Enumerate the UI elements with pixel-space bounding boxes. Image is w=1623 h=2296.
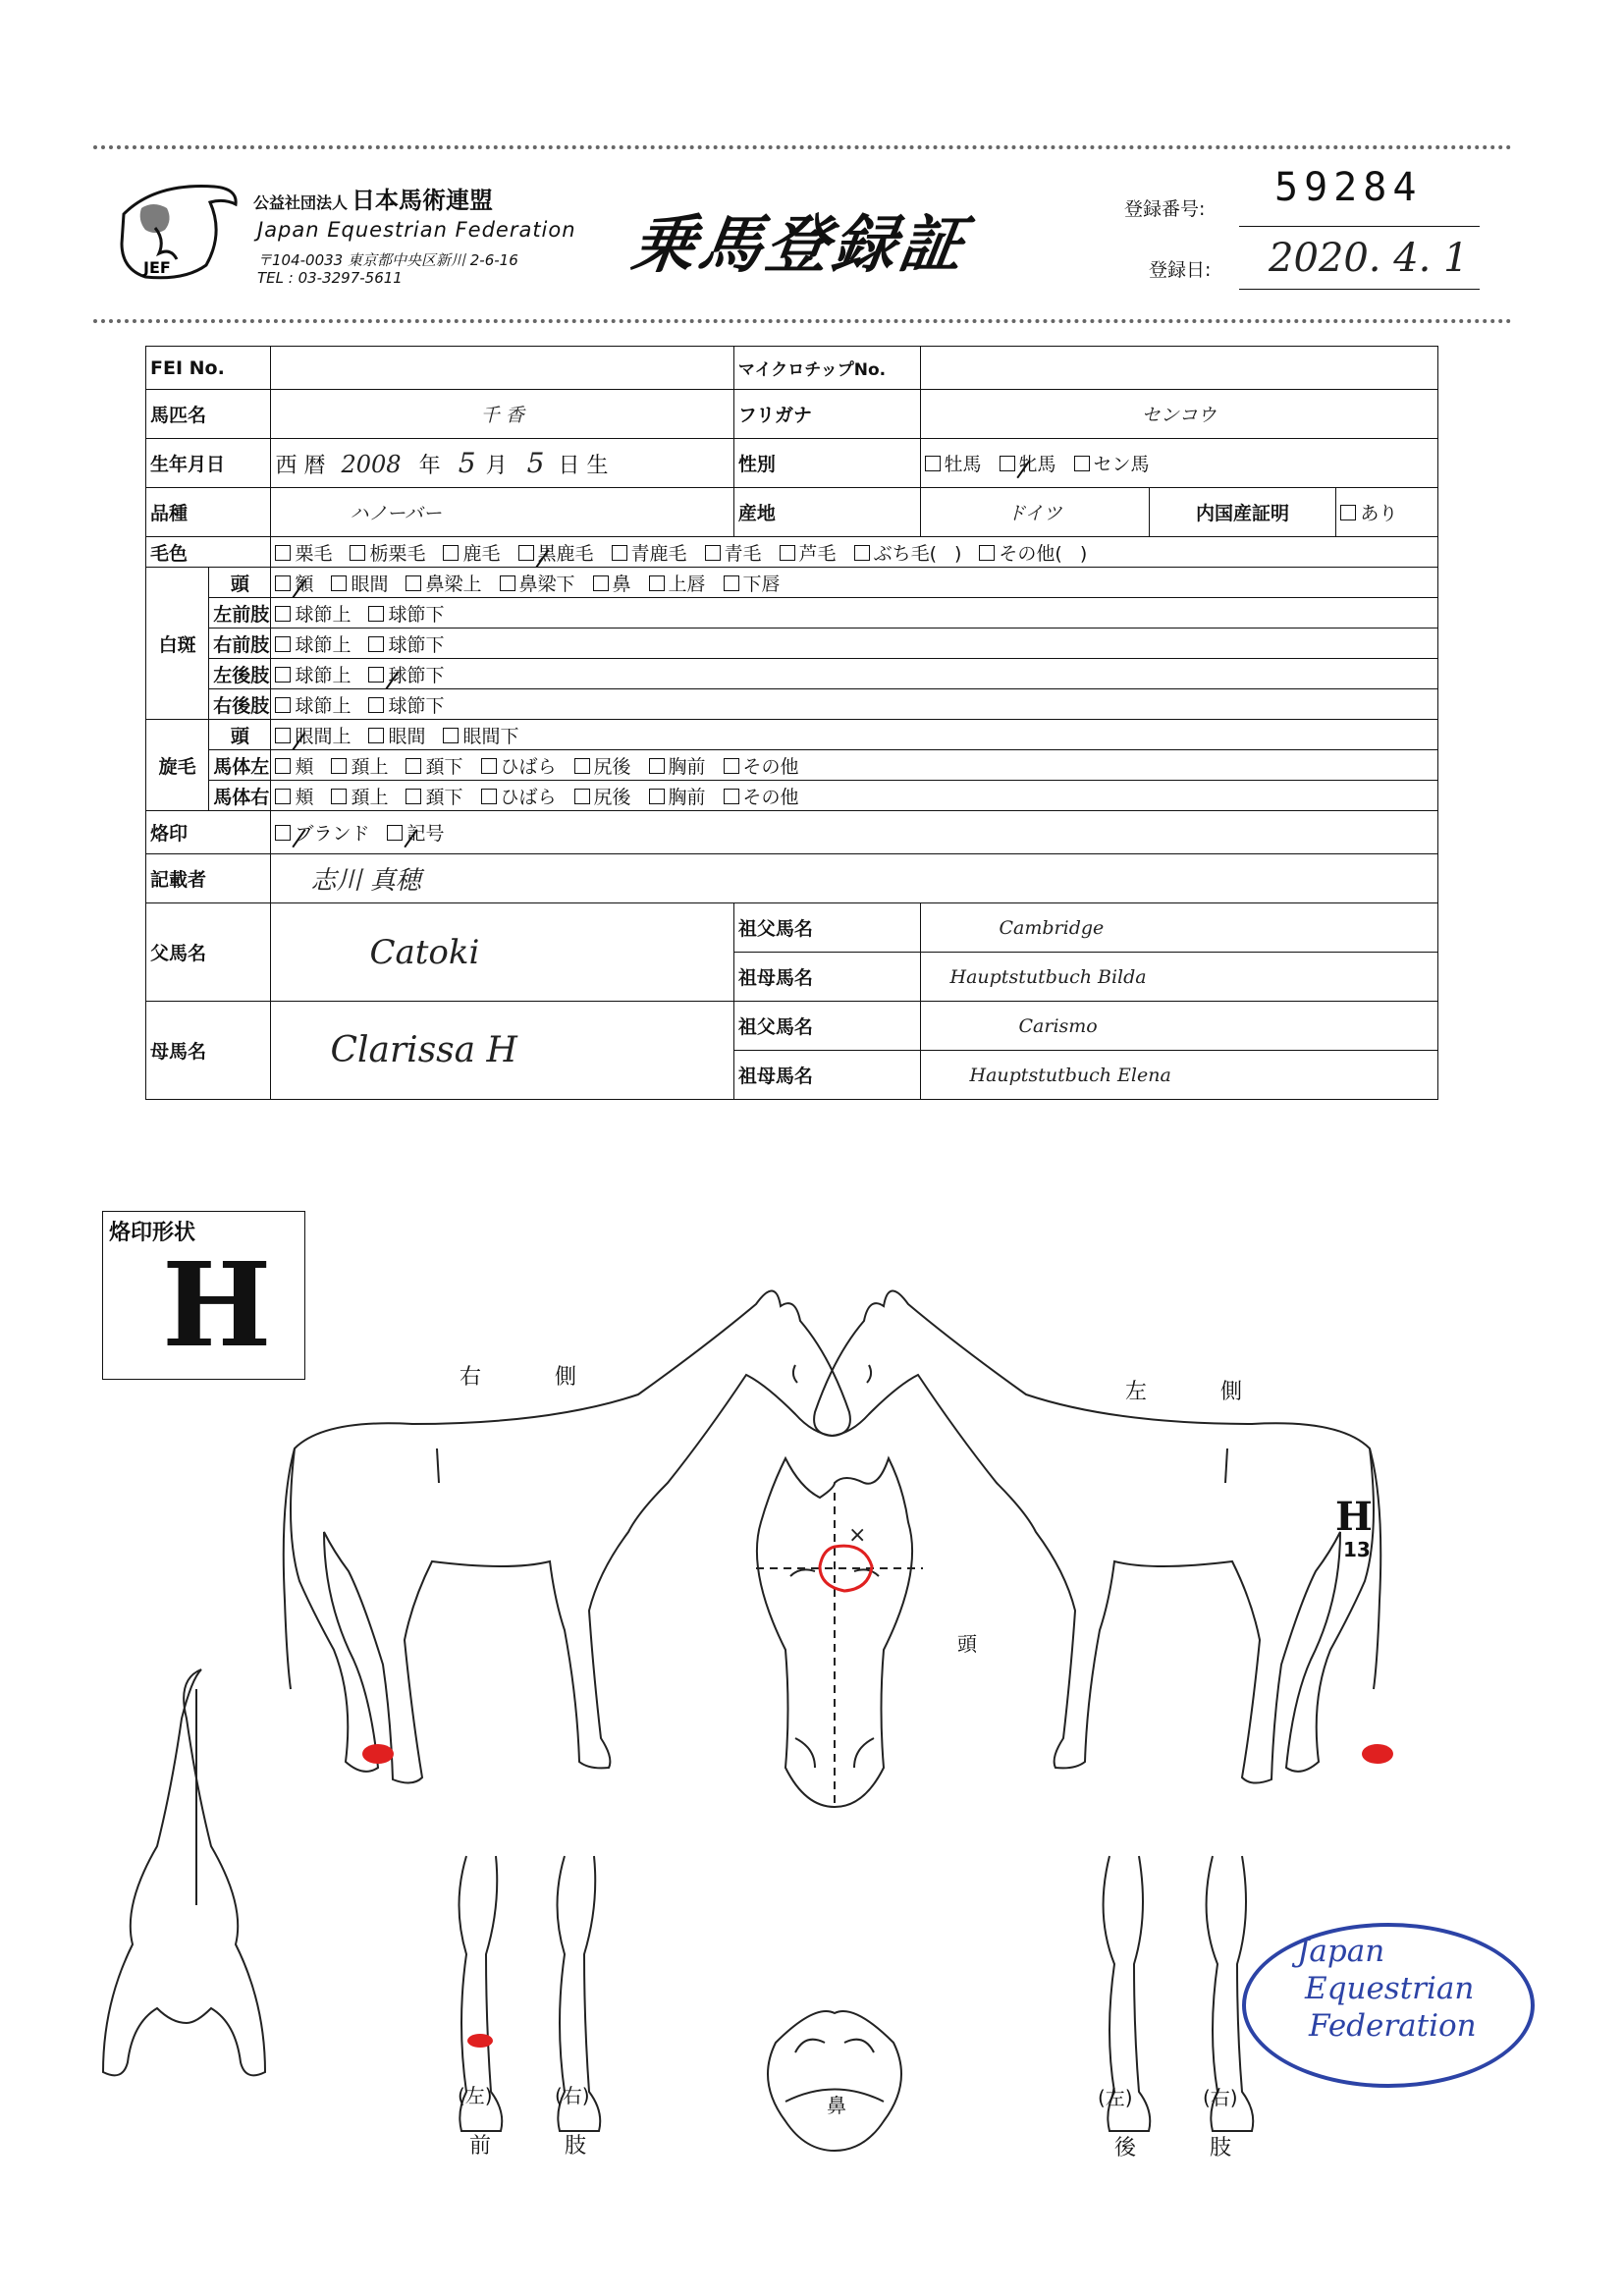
whorls-left-options <box>271 750 1438 781</box>
head-front-drawing <box>756 1458 923 1807</box>
checkbox[interactable] <box>1000 456 1015 471</box>
whorls-right-options-item[interactable] <box>406 783 462 809</box>
brand-options-item[interactable] <box>275 819 369 846</box>
coat-options-item[interactable] <box>1080 543 1087 565</box>
checkbox[interactable] <box>275 606 291 622</box>
checkbox[interactable] <box>724 575 739 591</box>
option-label: 額 <box>295 573 314 595</box>
markings-head-label: 頭 <box>209 568 271 598</box>
checkbox[interactable] <box>574 789 590 804</box>
markings-head-options-item[interactable] <box>500 570 575 596</box>
markings-rf-label: 右前肢 <box>209 629 271 659</box>
brand-options <box>271 811 1438 854</box>
checkbox[interactable] <box>500 575 515 591</box>
option-label: 眼間 <box>388 725 426 747</box>
option-label: ブランド <box>295 823 370 845</box>
option-label: 鼻梁上 <box>425 573 482 595</box>
fei-label: FEI No. <box>146 347 271 390</box>
stamp-line-3: Federation <box>1309 2008 1477 2044</box>
right-side-label: 右 側 <box>460 1365 610 1390</box>
checkbox[interactable] <box>979 545 995 561</box>
whorls-right-options-item[interactable] <box>649 783 706 809</box>
coat-options-item[interactable] <box>350 539 425 566</box>
stamp-line-2: Equestrian <box>1305 1971 1475 2006</box>
sex-options <box>920 439 1437 488</box>
option-label: ぶち毛( <box>873 542 937 565</box>
checkbox[interactable] <box>275 789 291 804</box>
sire-value[interactable]: Catoki <box>271 903 733 1002</box>
markings-rh-options <box>271 689 1438 720</box>
name-label: 馬匹名 <box>146 390 271 439</box>
checkbox[interactable] <box>368 697 384 713</box>
checkbox[interactable] <box>350 545 365 561</box>
checkbox[interactable] <box>443 545 459 561</box>
option-label: 胸前 <box>668 755 706 778</box>
checkbox[interactable] <box>275 825 291 841</box>
checkbox[interactable] <box>368 606 384 622</box>
checkbox[interactable] <box>780 545 795 561</box>
coat-options-item[interactable] <box>954 543 961 565</box>
left-side-label: 左 側 <box>1125 1380 1275 1404</box>
whorls-right-options-item[interactable] <box>574 783 631 809</box>
marking-annotations <box>362 1523 1393 2048</box>
coat-label: 毛色 <box>146 537 271 568</box>
whorls-left-options-item[interactable] <box>649 752 706 779</box>
checkbox[interactable] <box>854 545 870 561</box>
checkbox[interactable] <box>368 667 384 683</box>
front-right-label: (右) <box>555 2084 590 2107</box>
chip-label: マイクロチップNo. <box>733 347 920 390</box>
left-hind-marking <box>1362 1744 1393 1764</box>
domestic-option-label: あり <box>1360 503 1398 524</box>
option-label: 鹿毛 <box>462 542 501 565</box>
option-label: 球節下 <box>388 694 445 717</box>
coat-options-item[interactable] <box>275 539 332 566</box>
option-label: その他( <box>999 542 1062 565</box>
whorls-right-options-item[interactable] <box>481 783 557 809</box>
checkbox[interactable] <box>649 575 665 591</box>
coat-options-item[interactable] <box>443 539 500 566</box>
option-label: 記号 <box>406 823 445 845</box>
hip-brand-mark: H <box>1335 1494 1373 1540</box>
checkbox[interactable] <box>612 545 627 561</box>
markings-lh-options-item[interactable] <box>368 661 444 687</box>
markings-label: 白斑 <box>146 568 209 720</box>
checkbox[interactable] <box>368 728 384 743</box>
fei-value[interactable] <box>271 347 733 390</box>
hind-right-label: (右) <box>1203 2086 1238 2109</box>
markings-lh-options <box>271 659 1438 689</box>
document-title: 乗馬登録証 <box>626 209 972 282</box>
checkbox[interactable] <box>275 636 291 652</box>
jef-logo <box>116 175 243 285</box>
option-label: 球節下 <box>388 603 445 626</box>
markings-lf-label: 左前肢 <box>209 598 271 629</box>
sex-options-item[interactable] <box>1074 450 1150 476</box>
origin-label: 産地 <box>733 488 920 537</box>
markings-rf-options <box>271 629 1438 659</box>
checkbox[interactable] <box>331 575 347 591</box>
dob-value <box>271 439 733 488</box>
dob-day[interactable]: 5 <box>526 447 545 479</box>
checkbox[interactable] <box>275 728 291 743</box>
address-line: 〒104-0033 東京都中央区新川 2-6-16 <box>257 251 518 269</box>
breed-value[interactable]: ハノーバー <box>271 488 733 537</box>
sire-grandsire-label: 祖父馬名 <box>733 903 920 953</box>
option-label: 眼間上 <box>295 725 352 747</box>
furigana-label: フリガナ <box>733 390 920 439</box>
dob-year[interactable]: 2008 <box>341 451 402 478</box>
markings-head-options-item[interactable] <box>593 570 631 596</box>
option-label: 眼間下 <box>462 725 519 747</box>
coat-options-item[interactable] <box>518 539 594 566</box>
head-view-label: 頭 <box>957 1632 977 1656</box>
breed-label: 品種 <box>146 488 271 537</box>
chip-value[interactable] <box>920 347 1437 390</box>
whorls-left-options-item[interactable] <box>724 752 799 779</box>
nose-view-drawing <box>768 2011 901 2151</box>
sex-options-item[interactable] <box>925 450 982 476</box>
org-name-en: Japan Equestrian Federation <box>257 218 576 242</box>
recorder-label: 記載者 <box>146 854 271 903</box>
option-label: その他 <box>742 755 799 778</box>
markings-rf-options-item[interactable] <box>368 630 444 657</box>
whorls-head-options <box>271 720 1438 750</box>
option-label: 栗毛 <box>295 542 333 565</box>
whorls-right-options-item[interactable] <box>275 783 313 809</box>
dam-granddam-label: 祖母馬名 <box>733 1051 920 1100</box>
top-view-drawing <box>103 1669 265 2075</box>
dob-prefix: 西 暦 <box>275 454 326 478</box>
checkbox[interactable] <box>275 545 291 561</box>
coat-options-item[interactable] <box>979 539 1061 566</box>
org-name-ja <box>253 181 493 215</box>
option-label: 尻後 <box>593 786 631 808</box>
origin-value[interactable]: ドイツ <box>920 488 1149 537</box>
checkbox[interactable] <box>649 758 665 774</box>
hip-brand-number: 13 <box>1343 1538 1371 1561</box>
checkbox[interactable] <box>705 545 721 561</box>
whorls-left-options-item[interactable] <box>574 752 631 779</box>
checkbox[interactable] <box>368 636 384 652</box>
markings-rh-label: 右後肢 <box>209 689 271 720</box>
hind-legs-label: 後 肢 <box>1114 2136 1265 2160</box>
furigana-value[interactable]: センコウ <box>920 390 1437 439</box>
whorls-head-options-item[interactable] <box>275 722 351 748</box>
reg-no-label: 登録番号: <box>1124 198 1206 220</box>
hind-left-label: (左) <box>1098 2086 1133 2109</box>
markings-head-options-item[interactable] <box>406 570 481 596</box>
whorls-head-options-item[interactable] <box>368 722 425 748</box>
domestic-label: 内国産証明 <box>1149 488 1336 537</box>
option-label: 球節上 <box>295 694 352 717</box>
dam-grandsire-label: 祖父馬名 <box>733 1002 920 1051</box>
checkbox[interactable] <box>275 697 291 713</box>
jef-stamp <box>1242 1923 1535 2088</box>
right-side-horse-drawing <box>284 1290 850 1782</box>
coat-options-item[interactable] <box>612 539 687 566</box>
dam-granddam-value[interactable]: Hauptstutbuch Elena <box>920 1051 1437 1100</box>
brand-options-item[interactable] <box>387 819 444 846</box>
checkbox[interactable] <box>406 575 421 591</box>
checkbox[interactable] <box>443 728 459 743</box>
option-label: 青鹿毛 <box>630 542 687 565</box>
coat-options <box>271 537 1438 568</box>
sire-grandsire-value[interactable]: Cambridge <box>920 903 1437 953</box>
option-label: 鼻 <box>612 573 631 595</box>
registration-form <box>145 346 1438 1100</box>
org-address <box>257 251 518 287</box>
whorls-left-options-item[interactable] <box>331 752 388 779</box>
whorls-left-label: 馬体左 <box>209 750 271 781</box>
org-prefix: 公益社団法人 <box>253 193 349 212</box>
whorls-right-options-item[interactable] <box>724 783 799 809</box>
markings-head-options <box>271 568 1438 598</box>
coat-options-item[interactable] <box>780 539 837 566</box>
checkbox[interactable] <box>331 789 347 804</box>
sire-granddam-label: 祖母馬名 <box>733 953 920 1002</box>
dob-label: 生年月日 <box>146 439 271 488</box>
whorls-left-options-item[interactable] <box>275 752 313 779</box>
option-label: 栃栗毛 <box>369 542 426 565</box>
sex-options-item[interactable] <box>1000 450 1056 476</box>
dob-month[interactable]: 5 <box>458 447 476 479</box>
whorls-right-options <box>271 781 1438 811</box>
option-label: 球節上 <box>295 664 352 686</box>
checkbox[interactable] <box>925 456 941 471</box>
org-name: 日本馬術連盟 <box>352 187 494 214</box>
option-label: 下唇 <box>742 573 781 595</box>
sire-label: 父馬名 <box>146 903 271 1002</box>
option-label: 球節下 <box>388 633 445 656</box>
checkbox[interactable] <box>649 789 665 804</box>
option-label: 頬 <box>295 786 314 808</box>
dob-day-unit: 日 生 <box>558 454 609 478</box>
markings-lh-options-item[interactable] <box>275 661 351 687</box>
option-label: 頚下 <box>425 755 463 778</box>
whorls-left-options-item[interactable] <box>481 752 557 779</box>
reg-date-value: 2020. 4. 1 <box>1269 236 1469 281</box>
front-left-marking <box>467 2034 493 2048</box>
recorder-value[interactable]: 志川 真穂 <box>271 854 1438 903</box>
checkbox[interactable] <box>724 758 739 774</box>
left-side-horse-drawing <box>814 1290 1380 1782</box>
option-label: ) <box>953 542 962 565</box>
name-value[interactable]: 千 香 <box>271 390 733 439</box>
reg-date-label: 登録日: <box>1149 259 1212 281</box>
option-label: 牝馬 <box>1018 454 1056 475</box>
checkbox[interactable] <box>1074 456 1090 471</box>
option-label: 芦毛 <box>798 542 837 565</box>
markings-head-options-item[interactable] <box>331 570 388 596</box>
checkbox[interactable] <box>406 758 421 774</box>
domestic-option[interactable] <box>1336 488 1438 537</box>
markings-lf-options-item[interactable] <box>275 600 351 627</box>
option-label: 頚上 <box>351 755 389 778</box>
tel-line: TEL : 03-3297-5611 <box>257 269 403 287</box>
option-label: その他 <box>742 786 799 808</box>
right-hind-marking <box>362 1744 394 1764</box>
checkbox[interactable] <box>387 825 403 841</box>
checkbox[interactable] <box>724 789 739 804</box>
front-legs-label: 前 肢 <box>469 2134 620 2159</box>
markings-rh-options-item[interactable] <box>368 691 444 718</box>
coat-options-item[interactable] <box>854 539 937 566</box>
markings-rf-options-item[interactable] <box>275 630 351 657</box>
header-top-rule <box>93 145 1512 149</box>
domestic-checkbox[interactable] <box>1340 505 1356 520</box>
option-label: ひばら <box>500 786 557 808</box>
option-label: 頚上 <box>351 786 389 808</box>
checkbox[interactable] <box>275 575 291 591</box>
checkbox[interactable] <box>481 789 497 804</box>
whorls-right-options-item[interactable] <box>331 783 388 809</box>
whorls-head-label: 頭 <box>209 720 271 750</box>
dam-grandsire-value[interactable]: Carismo <box>920 1002 1437 1051</box>
markings-head-options-item[interactable] <box>275 570 313 596</box>
option-label: 上唇 <box>668 573 706 595</box>
checkbox[interactable] <box>275 667 291 683</box>
markings-lf-options-item[interactable] <box>368 600 444 627</box>
stamp-line-1: Japan <box>1297 1934 1385 1969</box>
whorls-label: 旋毛 <box>146 720 209 811</box>
option-label: 鼻梁下 <box>518 573 575 595</box>
checkbox[interactable] <box>331 758 347 774</box>
nose-view-label: 鼻 <box>827 2094 846 2117</box>
reg-no-underline <box>1239 226 1480 227</box>
checkbox[interactable] <box>406 789 421 804</box>
option-label: ひばら <box>500 755 557 778</box>
option-label: 尻後 <box>593 755 631 778</box>
markings-head-options-item[interactable] <box>649 570 706 596</box>
option-label: 球節上 <box>295 603 352 626</box>
reg-no-value: 59284 <box>1274 165 1423 210</box>
option-label: 球節下 <box>388 664 445 686</box>
dam-label: 母馬名 <box>146 1002 271 1100</box>
checkbox[interactable] <box>574 758 590 774</box>
checkbox[interactable] <box>518 545 534 561</box>
coat-options-item[interactable] <box>705 539 762 566</box>
jef-logo-text: JEF <box>143 258 171 277</box>
markings-rh-options-item[interactable] <box>275 691 351 718</box>
sire-granddam-value[interactable]: Hauptstutbuch Bilda <box>920 953 1437 1002</box>
option-label: 眼間 <box>351 573 389 595</box>
header-bottom-rule <box>93 319 1512 323</box>
checkbox[interactable] <box>481 758 497 774</box>
dam-value[interactable]: Clarissa H <box>271 1002 733 1100</box>
option-label: ) <box>1079 542 1088 565</box>
whorls-left-options-item[interactable] <box>406 752 462 779</box>
whorl-x-mark: × <box>848 1523 867 1548</box>
option-label: 牡馬 <box>944 454 982 475</box>
option-label: 球節上 <box>295 633 352 656</box>
brand-label: 烙印 <box>146 811 271 854</box>
front-left-label: (左) <box>458 2084 493 2107</box>
brand-shape-label: 烙印形状 <box>109 1221 196 1245</box>
checkbox[interactable] <box>593 575 609 591</box>
option-label: 頚下 <box>425 786 463 808</box>
option-label: 頬 <box>295 755 314 778</box>
brand-shape-mark: H <box>162 1236 272 1373</box>
markings-head-options-item[interactable] <box>724 570 781 596</box>
checkbox[interactable] <box>275 758 291 774</box>
dob-month-unit: 月 <box>485 454 508 478</box>
markings-lh-label: 左後肢 <box>209 659 271 689</box>
reg-date-underline <box>1239 289 1480 290</box>
option-label: 青毛 <box>724 542 762 565</box>
option-label: セン馬 <box>1093 454 1150 475</box>
dob-year-unit: 年 <box>418 454 441 478</box>
option-label: 黒鹿毛 <box>537 542 594 565</box>
markings-lf-options <box>271 598 1438 629</box>
sex-label: 性別 <box>733 439 920 488</box>
whorls-right-label: 馬体右 <box>209 781 271 811</box>
whorls-head-options-item[interactable] <box>443 722 518 748</box>
option-label: 胸前 <box>668 786 706 808</box>
